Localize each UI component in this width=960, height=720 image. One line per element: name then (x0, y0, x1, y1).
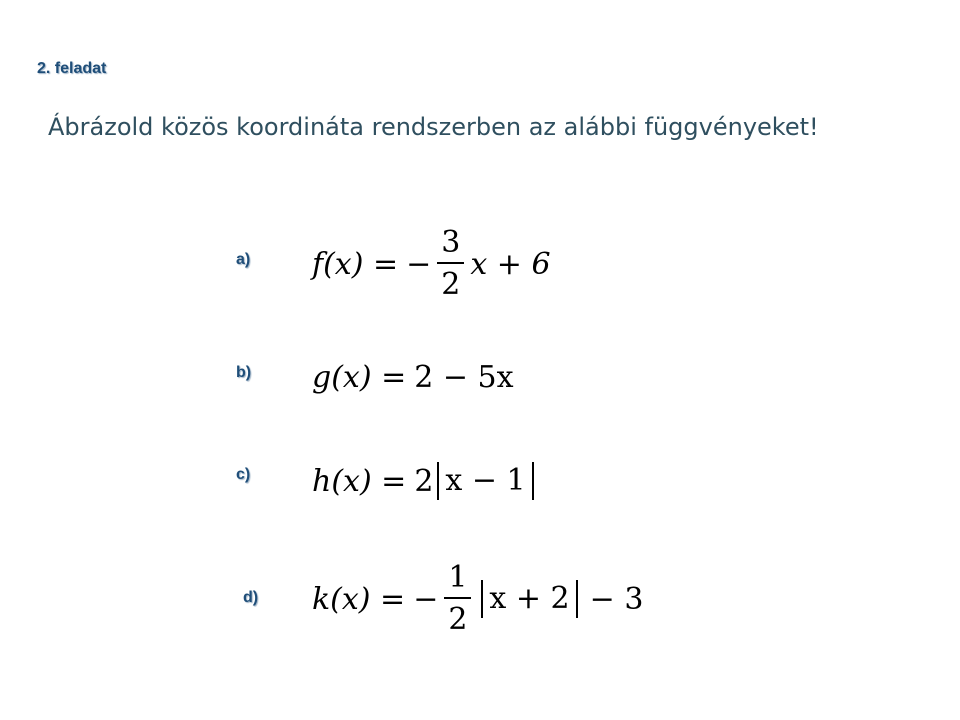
formula-g (312, 360, 514, 395)
item-label-b: b) (236, 364, 252, 381)
item-label-c: c) (236, 466, 251, 483)
formula-k-abs: x + 2 (481, 580, 577, 618)
formula-k-denominator: 2 (448, 602, 468, 637)
task-heading: 2. feladat (37, 60, 107, 77)
formula-k-numerator: 1 (444, 563, 471, 599)
task-instruction: Ábrázold közös koordináta rendszerben az alábbi függvényeket! (48, 113, 819, 141)
item-label-d: d) (243, 589, 259, 606)
formula-f-numerator: 3 (437, 228, 464, 264)
formula-h-coef: 2 (414, 463, 434, 499)
formula-h-lhs: h(x) = (312, 463, 407, 499)
formula-f (312, 225, 551, 302)
formula-f-fraction (437, 225, 464, 302)
formula-f-rest: x + 6 (470, 246, 551, 282)
formula-g-lhs: g(x) = (312, 360, 407, 395)
formula-k-fraction (444, 560, 471, 637)
formula-k-sign: − (413, 581, 439, 617)
formula-k (312, 560, 644, 637)
formula-f-sign: − (406, 246, 432, 282)
formula-g-rhs: 2 − 5x (414, 360, 514, 395)
formula-k-lhs: k(x) = (312, 581, 406, 617)
item-label-a: a) (236, 251, 251, 268)
formula-k-tail: − 3 (589, 581, 644, 617)
formula-f-lhs: f(x) = (312, 246, 399, 282)
formula-f-denominator: 2 (441, 267, 461, 302)
formula-h (312, 462, 538, 500)
formula-h-abs: x − 1 (437, 462, 533, 500)
